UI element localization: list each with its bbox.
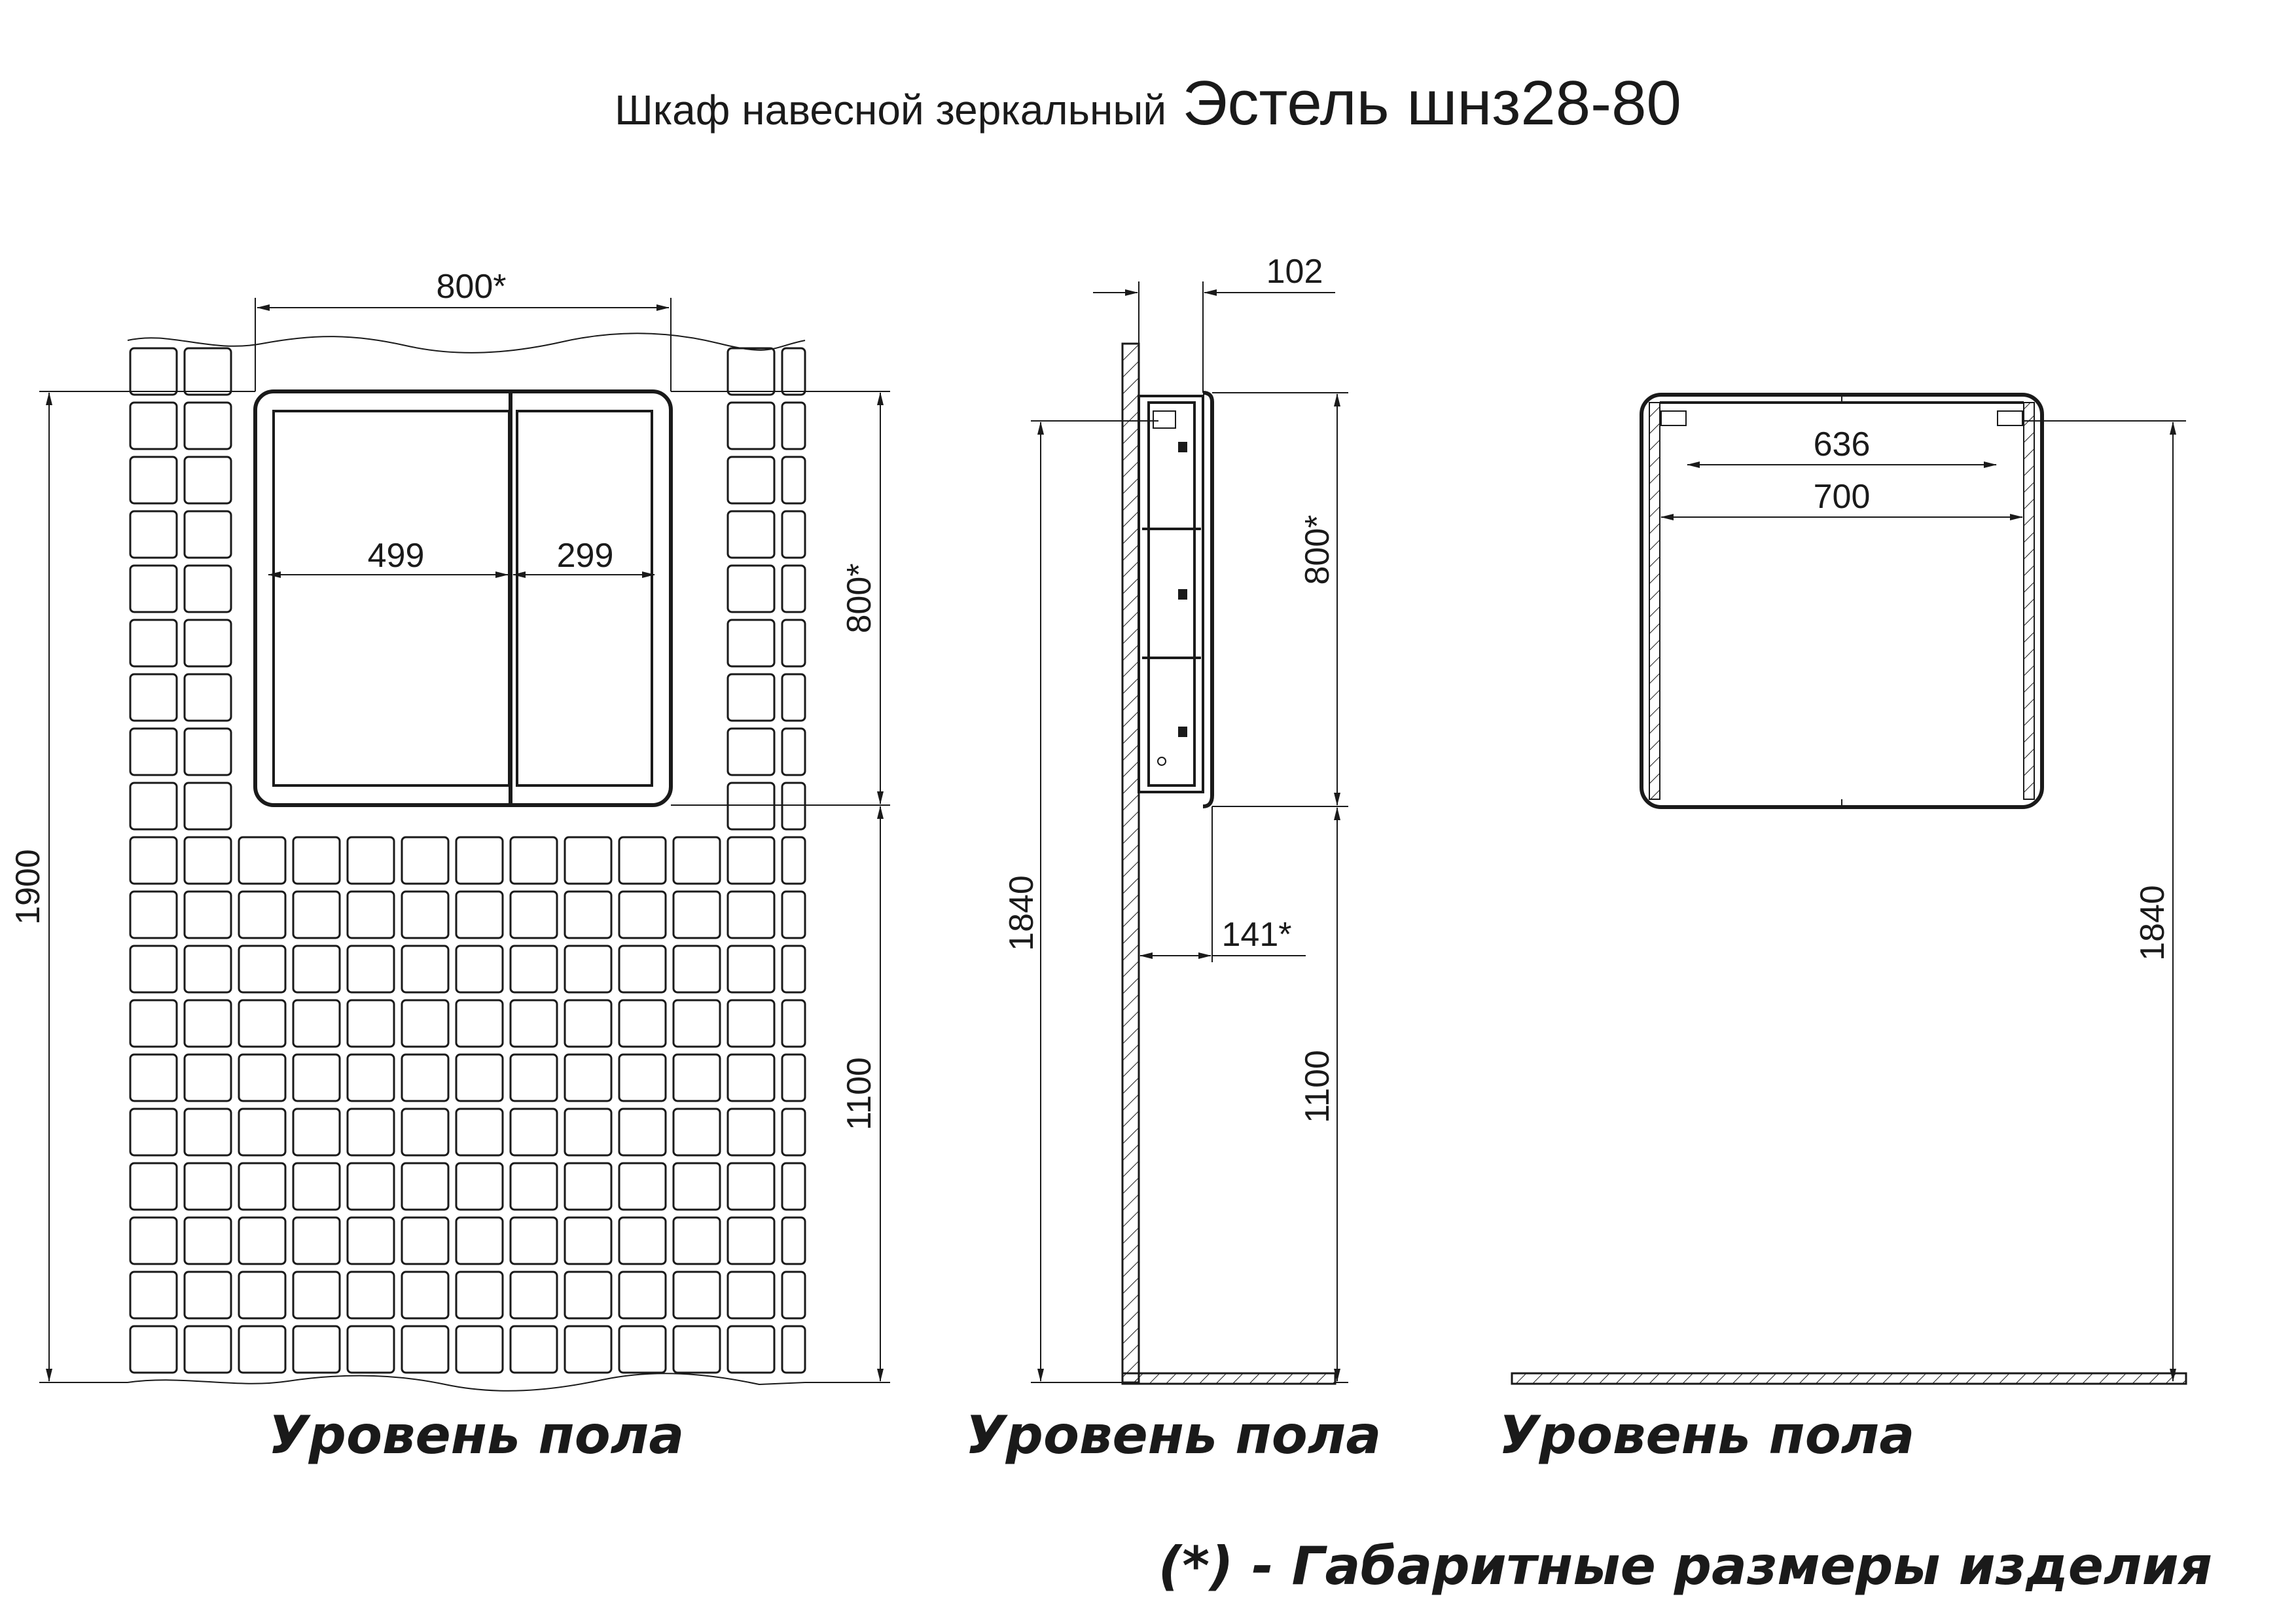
wall-tile	[782, 1109, 805, 1155]
wall-tile	[185, 620, 231, 666]
wall-tile	[728, 1218, 774, 1264]
floor-label-side: Уровень пола	[965, 1405, 1382, 1466]
wall-tile	[130, 729, 177, 775]
wall-tile	[619, 1055, 666, 1101]
wall-tile	[673, 1326, 720, 1373]
wall-tile	[293, 1109, 340, 1155]
wall-tile	[782, 674, 805, 721]
wall-tile	[130, 1218, 177, 1264]
wall-tile	[565, 1109, 611, 1155]
wall-tile	[782, 892, 805, 938]
wall-tile	[619, 1272, 666, 1318]
left-mirror-door	[274, 411, 509, 785]
dim-bottom-height: 1100	[840, 1057, 878, 1130]
wall-tile	[293, 892, 340, 938]
wall-tile	[293, 1218, 340, 1264]
wall-tile	[130, 511, 177, 558]
wall-tile	[130, 620, 177, 666]
wall-tile	[185, 837, 231, 884]
dim-mount-distance: 636	[1813, 425, 1871, 463]
wall-tile	[402, 1272, 448, 1318]
front-view	[9, 268, 890, 1466]
wall-tile	[673, 1163, 720, 1210]
wall-tile	[565, 1055, 611, 1101]
wall-tile	[619, 946, 666, 992]
wall-tile	[782, 1163, 805, 1210]
wall-tile	[348, 1109, 394, 1155]
wall-tile	[185, 946, 231, 992]
dim-total-height: 1900	[9, 849, 47, 925]
wall-floor-edge	[128, 1373, 805, 1391]
wall-tile	[402, 1000, 448, 1047]
dim-right-door: 299	[556, 537, 614, 575]
dim-left-door: 499	[367, 537, 425, 575]
wall-tile	[511, 1055, 557, 1101]
wall-tile	[348, 1000, 394, 1047]
wall-tile	[348, 837, 394, 884]
back-mount-bracket-right	[1998, 411, 2022, 425]
wall-tile	[728, 674, 774, 721]
wall-tile	[782, 1272, 805, 1318]
wall-tile	[348, 1163, 394, 1210]
wall-tile	[728, 892, 774, 938]
wall-tile	[511, 1109, 557, 1155]
wall-tile	[185, 783, 231, 829]
wall-tile	[293, 1272, 340, 1318]
wall-tile	[130, 1109, 177, 1155]
wall-tile	[456, 837, 503, 884]
wall-tile	[293, 1055, 340, 1101]
wall-tile	[728, 729, 774, 775]
wall-tile	[185, 1163, 231, 1210]
wall-tile	[130, 1000, 177, 1047]
wall-tile	[728, 566, 774, 612]
wall-section	[1122, 344, 1139, 1382]
wall-tile	[673, 892, 720, 938]
wall-tile	[565, 1326, 611, 1373]
wall-tile	[185, 1109, 231, 1155]
wall-tile	[728, 1326, 774, 1373]
wall-tile	[619, 1218, 666, 1264]
wall-tile	[239, 892, 285, 938]
wall-tile	[185, 348, 231, 395]
dim-mount-height-side: 1840	[1003, 875, 1041, 951]
wall-tile	[456, 1218, 503, 1264]
wall-tile	[130, 892, 177, 938]
wall-tile	[293, 1326, 340, 1373]
wall-tile	[348, 892, 394, 938]
dim-bottom-height-side: 1100	[1299, 1050, 1336, 1123]
wall-tile	[185, 892, 231, 938]
wall-tile	[782, 729, 805, 775]
wall-tile	[185, 674, 231, 721]
wall-tile	[130, 1163, 177, 1210]
wall-tile	[511, 1272, 557, 1318]
wall-tile	[728, 1272, 774, 1318]
wall-tile	[619, 1000, 666, 1047]
wall-tile	[782, 1055, 805, 1101]
wall-tile	[565, 1000, 611, 1047]
dim-mount-height-back: 1840	[2134, 885, 2172, 961]
wall-tile	[619, 892, 666, 938]
floor-section	[1122, 1373, 1335, 1384]
wall-tile	[293, 1163, 340, 1210]
wall-tile	[130, 837, 177, 884]
wall-tile	[782, 457, 805, 503]
wall-tile	[782, 837, 805, 884]
dim-depth: 102	[1266, 253, 1323, 291]
wall-tile	[456, 1326, 503, 1373]
wall-tile	[293, 946, 340, 992]
wall-tile	[619, 1109, 666, 1155]
wall-tile	[456, 1109, 503, 1155]
wall-tile	[728, 1000, 774, 1047]
wall-tile	[130, 1272, 177, 1318]
wall-tile	[239, 1272, 285, 1318]
page-title: Шкаф навесной зеркальный Эстель шнз28-80	[615, 68, 1681, 138]
wall-tile	[782, 1326, 805, 1373]
cabinet-side-door	[1203, 393, 1212, 806]
hinge-marker	[1178, 442, 1187, 452]
dim-cabinet-height-side: 800*	[1299, 514, 1336, 585]
side-view	[965, 253, 1381, 1466]
wall-tile	[565, 1163, 611, 1210]
wall-tile	[782, 1218, 805, 1264]
wall-tile	[293, 837, 340, 884]
wall-tile	[130, 783, 177, 829]
wall-tile	[619, 1163, 666, 1210]
wall-tile	[239, 1326, 285, 1373]
wall-tile	[239, 837, 285, 884]
wall-tile	[402, 837, 448, 884]
wall-tile	[130, 674, 177, 721]
wall-tile	[511, 1326, 557, 1373]
wall-tile	[239, 1218, 285, 1264]
wall-tile	[348, 1326, 394, 1373]
dim-width-total: 800*	[436, 268, 507, 306]
wall-tile	[130, 348, 177, 395]
wall-tile	[239, 1109, 285, 1155]
wall-tile	[239, 1000, 285, 1047]
wall-tile	[728, 783, 774, 829]
wall-tile	[728, 403, 774, 449]
hinge-marker	[1178, 727, 1187, 737]
wall-tile	[185, 729, 231, 775]
wall-tile	[348, 946, 394, 992]
dim-cabinet-height: 800*	[840, 563, 878, 634]
wall-tile	[782, 403, 805, 449]
wall-tile	[402, 1218, 448, 1264]
wall-tile	[185, 566, 231, 612]
wall-tile	[293, 1000, 340, 1047]
wall-tile	[673, 946, 720, 992]
wall-tile	[130, 1326, 177, 1373]
wall-tile	[402, 946, 448, 992]
hinge-marker	[1178, 589, 1187, 600]
footnote: (*) - Габаритные размеры изделия	[1158, 1536, 2212, 1597]
floor-label-front: Уровень пола	[268, 1405, 685, 1466]
wall-tile	[511, 892, 557, 938]
back-mount-bracket-left	[1661, 411, 1686, 425]
wall-tile	[782, 511, 805, 558]
right-mirror-door	[517, 411, 652, 785]
wall-tile	[185, 1326, 231, 1373]
wall-tile	[673, 837, 720, 884]
wall-tile	[456, 1000, 503, 1047]
wall-tile	[130, 457, 177, 503]
wall-tile	[348, 1055, 394, 1101]
dim-depth-total: 141*	[1221, 916, 1292, 954]
wall-tile	[402, 1326, 448, 1373]
wall-tile	[239, 1163, 285, 1210]
wall-tile	[673, 1109, 720, 1155]
wall-tile	[185, 1000, 231, 1047]
wall-tile	[130, 946, 177, 992]
wall-tile	[348, 1272, 394, 1318]
wall-tile	[511, 837, 557, 884]
wall-tile	[782, 566, 805, 612]
tile-wall	[130, 348, 805, 1373]
wall-tile	[185, 403, 231, 449]
wall-tile	[565, 1218, 611, 1264]
wall-tile	[728, 620, 774, 666]
wall-tile	[185, 1055, 231, 1101]
wall-tile	[402, 892, 448, 938]
wall-tile	[728, 1163, 774, 1210]
wall-tile	[511, 1163, 557, 1210]
wall-tile	[456, 1163, 503, 1210]
wall-tile	[130, 566, 177, 612]
mount-hole	[1158, 757, 1166, 765]
wall-tile	[673, 1055, 720, 1101]
wall-tile	[728, 457, 774, 503]
wall-tile	[511, 1218, 557, 1264]
wall-tile	[185, 1218, 231, 1264]
wall-tile	[456, 946, 503, 992]
wall-tile	[130, 1055, 177, 1101]
wall-tile	[565, 1272, 611, 1318]
wall-tile	[782, 783, 805, 829]
wall-tile	[402, 1163, 448, 1210]
wall-tile	[619, 837, 666, 884]
floor-label-back: Уровень пола	[1499, 1405, 1915, 1466]
wall-tile	[130, 403, 177, 449]
wall-tile	[728, 1109, 774, 1155]
wall-tile	[456, 1055, 503, 1101]
mount-bracket	[1153, 411, 1175, 428]
wall-tile	[728, 1055, 774, 1101]
wall-tile	[619, 1326, 666, 1373]
wall-tile	[456, 1272, 503, 1318]
wall-tile	[402, 1055, 448, 1101]
wall-tile	[673, 1272, 720, 1318]
wall-tile	[565, 946, 611, 992]
wall-tile	[728, 511, 774, 558]
back-left-panel	[1649, 403, 1660, 799]
wall-tile	[565, 892, 611, 938]
wall-tile	[782, 620, 805, 666]
dim-inner-width: 700	[1813, 478, 1871, 516]
wall-tile	[511, 1000, 557, 1047]
floor-section-back	[1512, 1373, 2186, 1384]
back-view	[1499, 395, 2186, 1466]
wall-tile	[402, 1109, 448, 1155]
wall-tile	[728, 946, 774, 992]
wall-tile	[185, 1272, 231, 1318]
wall-tile	[673, 1000, 720, 1047]
mirror-cabinet-frame	[255, 391, 671, 805]
wall-tile	[728, 348, 774, 395]
back-right-panel	[2024, 403, 2034, 799]
wall-tile	[239, 946, 285, 992]
wall-tile	[511, 946, 557, 992]
wall-tile	[185, 457, 231, 503]
wall-tile	[348, 1218, 394, 1264]
wall-tile	[185, 511, 231, 558]
wall-tile	[782, 348, 805, 395]
wall-tile	[673, 1218, 720, 1264]
wall-tile	[565, 837, 611, 884]
wall-tile	[782, 946, 805, 992]
wall-tile	[782, 1000, 805, 1047]
wall-tile	[728, 837, 774, 884]
wall-tile	[456, 892, 503, 938]
wall-tile	[239, 1055, 285, 1101]
